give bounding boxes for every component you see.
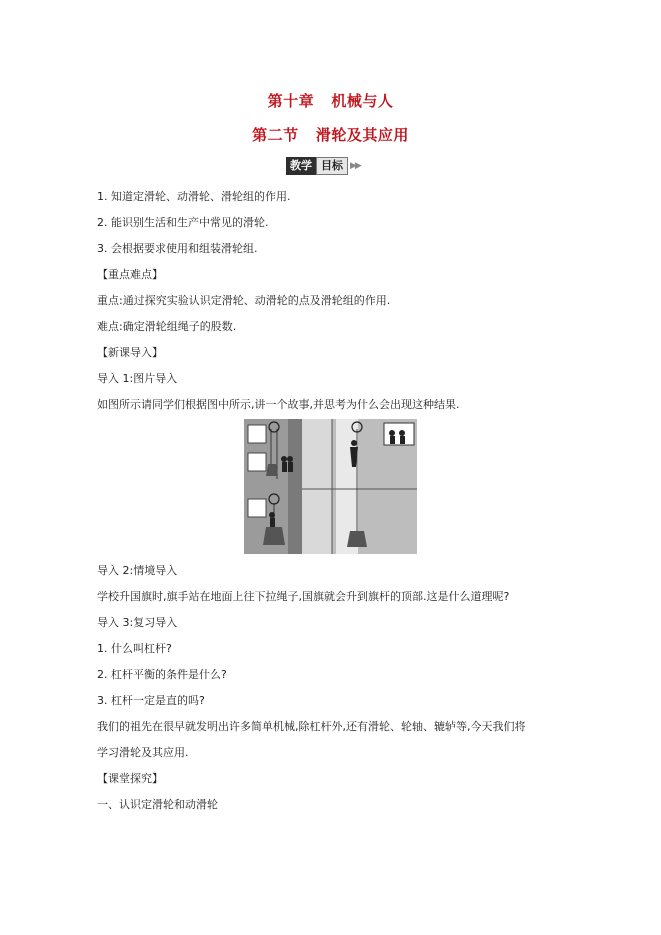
section-title: 第二节 滑轮及其应用 [252,126,409,144]
intro-3-heading: 导入 3:复习导入 [97,616,178,629]
intro-1-text: 如图所示请同学们根据图中所示,讲一个故事,并思考为什么会出现这种结果. [97,398,460,411]
difficulty-text: 难点:确定滑轮组绳子的股数. [97,320,237,333]
goal-item-1: 1. 知道定滑轮、动滑轮、滑轮组的作用. [97,190,291,203]
heading-new-lesson: 【新课导入】 [97,346,163,359]
teaching-goals-badge [286,157,360,175]
heading-key-points: 【重点难点】 [97,268,163,281]
pulley-story-illustration [244,419,417,554]
section-1-heading: 一、认识定滑轮和动滑轮 [97,798,218,811]
goal-item-2: 2. 能识别生活和生产中常见的滑轮. [97,216,269,229]
review-question-2: 2. 杠杆平衡的条件是什么? [97,668,227,681]
review-question-1: 1. 什么叫杠杆? [97,642,172,655]
review-question-3: 3. 杠杆一定是直的吗? [97,694,205,707]
chapter-title: 第十章 机械与人 [267,92,394,110]
key-point-text: 重点:通过探究实验认识定滑轮、动滑轮的点及滑轮组的作用. [97,294,391,307]
intro-paragraph-line-2: 学习滑轮及其应用. [97,746,189,759]
intro-paragraph-line-1: 我们的祖先在很早就发明出许多简单机械,除杠杆外,还有滑轮、轮轴、辘轳等,今天我们将 [97,720,526,733]
intro-2-heading: 导入 2:情境导入 [97,564,178,577]
intro-1-heading: 导入 1:图片导入 [97,372,178,385]
badge-label-part2: 目标 [316,157,348,175]
double-arrow-icon: ▶▶ [350,161,360,171]
intro-2-text: 学校升国旗时,旗手站在地面上往下拉绳子,国旗就会升到旗杆的顶部.这是什么道理呢? [97,590,510,603]
badge-label-part1: 教学 [286,157,316,175]
goal-item-3: 3. 会根据要求使用和组装滑轮组. [97,242,258,255]
heading-class-exploration: 【课堂探究】 [97,772,163,785]
